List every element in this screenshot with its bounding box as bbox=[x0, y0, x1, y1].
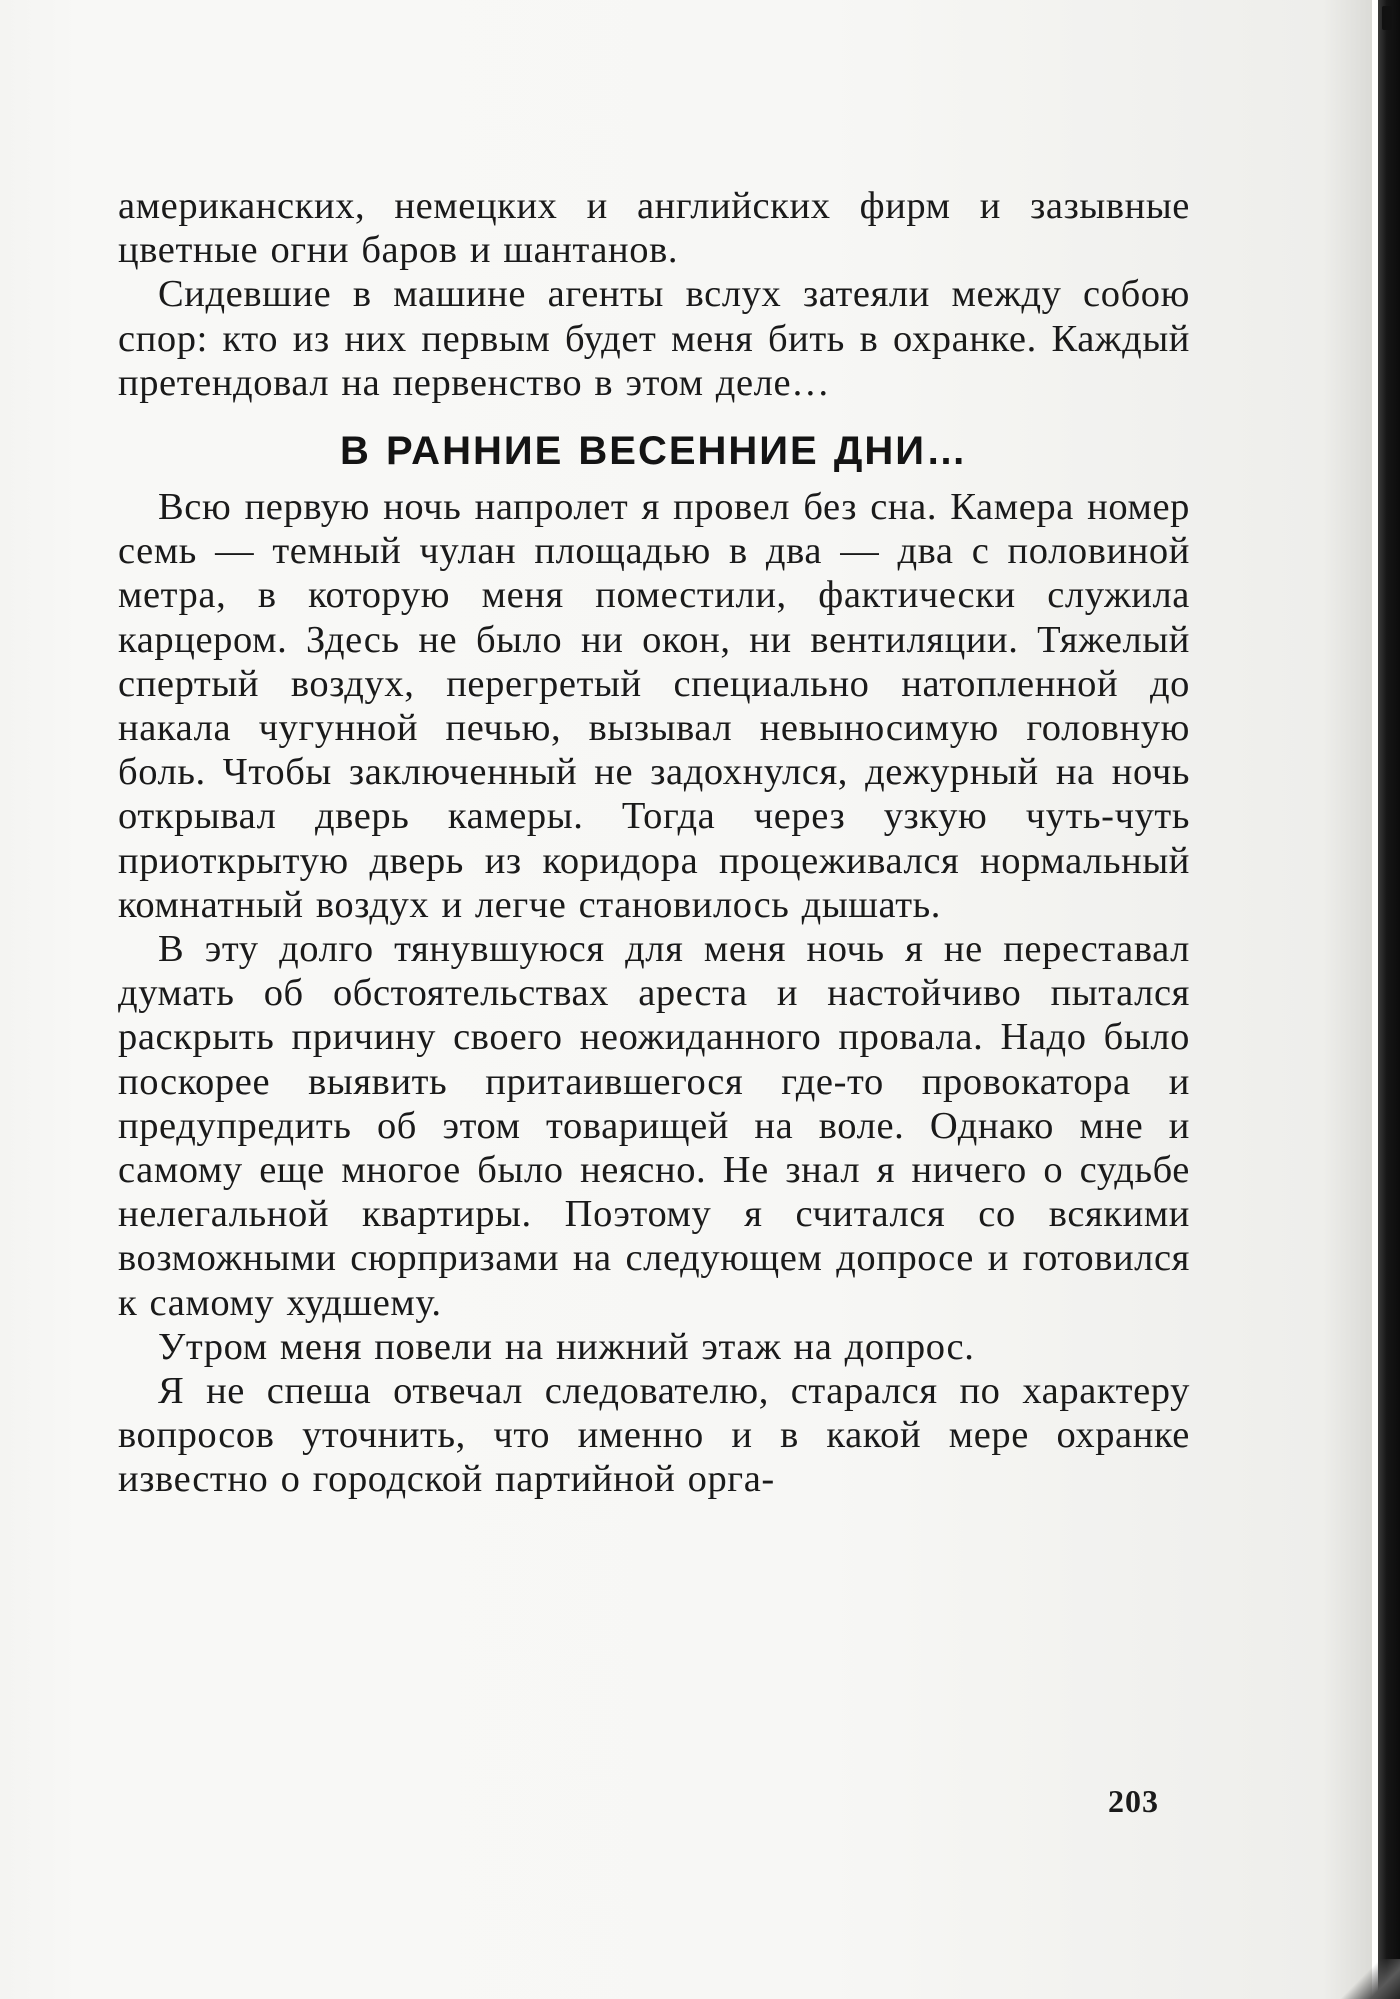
text-block bbox=[118, 184, 1190, 1502]
paragraph-first-night: Всю первую ночь напролет я провел без сна. Камера номер семь — темный чулан площадью в два — два с половиной метра, в которую меня поместили, фактически служила карцером. Здесь не было ни окон, ни вентиляции. Тяжелый спертый воздух, перегретый специально натопленной до накала чугунной печью, вызывал невыносимую головную боль. Чтобы заключенный не задохнулся, дежурный на ночь открывал дверь камеры. Тогда через узкую чуть-чуть приоткрытую дверь из коридора процеживался нормальный комнатный воздух и легче становилось дышать. bbox=[118, 486, 1190, 926]
spine-notch bbox=[1382, 6, 1392, 30]
paragraph-morning: Утром меня повели на нижний этаж на допрос. bbox=[158, 1325, 975, 1368]
paragraph-agents-dispute: Сидевшие в машине агенты вслух затеяли между собою спор: кто из них первым будет меня бить в охранке. Каждый претендовал на первенство в этом деле… bbox=[118, 273, 1190, 404]
paragraph-long-night: В эту долго тянувшуюся для меня ночь я не переставал думать об обстоятельствах ареста и настойчиво пытался раскрыть причину своего неожиданного провала. Надо было поскорее выявить притаившегося где-то провокатора и предупредить об этом товарищей на воле. Однако мне и самому еще многое было неясно. Не знал я ничего о судьбе нелегальной квартиры. Поэтому я считался со всякими возможными сюрпризами на следующем допросе и готовился к самому худшему. bbox=[118, 928, 1190, 1324]
section-heading: В РАННИЕ ВЕСЕННИЕ ДНИ… bbox=[340, 429, 968, 474]
book-spine-edge bbox=[1378, 0, 1400, 1999]
paragraph-interrogation: Я не спеша отвечал следователю, старался по характеру вопросов уточнить, что именно и в какой мере охранке известно о городской партийной орга- bbox=[118, 1370, 1190, 1501]
paragraph-continued: американских, немецких и английских фирм и зазывные цветные огни баров и шантанов. bbox=[118, 185, 1190, 272]
page-number: 203 bbox=[1108, 1783, 1159, 1819]
corner-shadow bbox=[1340, 1959, 1400, 1999]
